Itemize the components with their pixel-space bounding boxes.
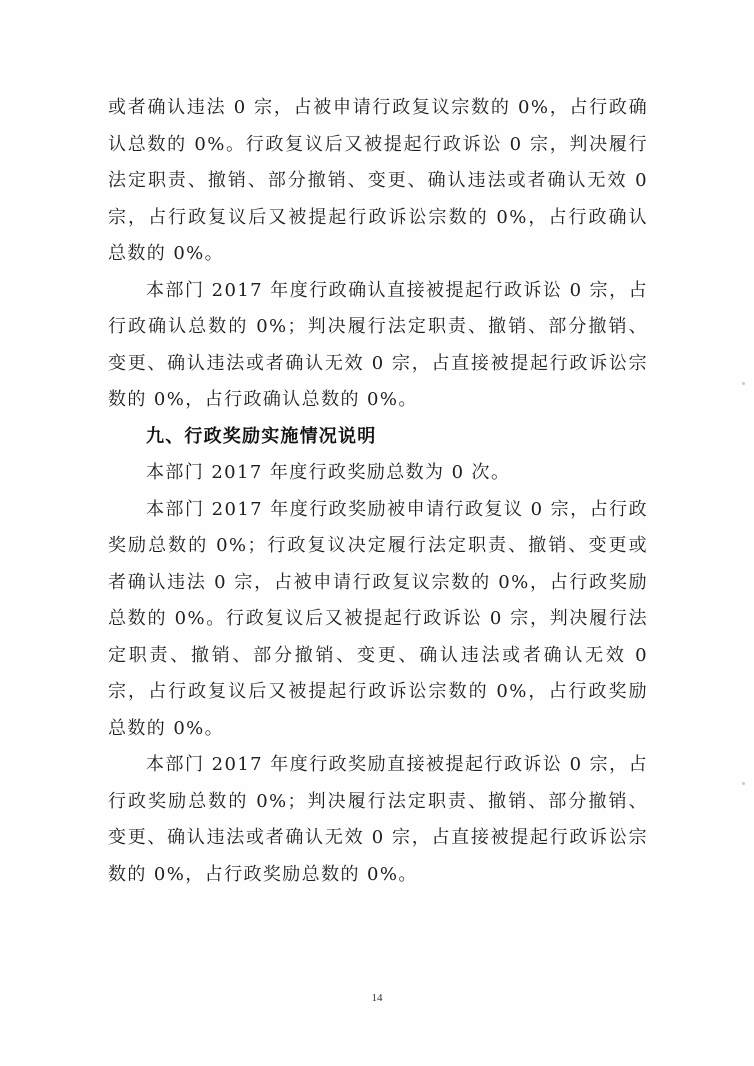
section-heading-reward: 九、行政奖励实施情况说明 xyxy=(146,425,377,447)
page-number: 14 xyxy=(371,992,383,1004)
paragraph-confirmation-litigation: 本部门 2017 年度行政确认直接被提起行政诉讼 0 宗，占行政确认总数的 0%；判决履行法定职责、撤销、部分撤销、变更、确认违法或者确认无效 0 宗，占直接被提起行政诉讼宗数的 0%，占行政确认总数的 0%。 xyxy=(108,279,648,410)
paragraph-reward-total: 本部门 2017 年度行政奖励总数为 0 次。 xyxy=(146,462,511,483)
scan-speck xyxy=(742,382,745,385)
document-body xyxy=(108,90,648,893)
paragraph-reward-review: 本部门 2017 年度行政奖励被申请行政复议 0 宗，占行政奖励总数的 0%；行政复议决定履行法定职责、撤销、变更或者确认违法 0 宗，占被申请行政复议宗数的 0%，占行政奖励总数的 0%。行政复议后又被提起行政诉讼 0 宗，判决履行法定职责、撤销、部分撤销、变更、确认违法或者确认无效 0 宗，占行政复议后又被提起行政诉讼宗数的 0%，占行政奖励总数的 0%。 xyxy=(108,498,648,739)
paragraph-confirmation-review-continued: 或者确认违法 0 宗，占被申请行政复议宗数的 0%，占行政确认总数的 0%。行政复议后又被提起行政诉讼 0 宗，判决履行法定职责、撤销、部分撤销、变更、确认违法或者确认无效 0 宗，占行政复议后又被提起行政诉讼宗数的 0%，占行政确认总数的 0%。 xyxy=(108,97,648,264)
paragraph-reward-litigation: 本部门 2017 年度行政奖励直接被提起行政诉讼 0 宗，占行政奖励总数的 0%；判决履行法定职责、撤销、部分撤销、变更、确认违法或者确认无效 0 宗，占直接被提起行政诉讼宗数的 0%，占行政奖励总数的 0%。 xyxy=(108,754,648,885)
scan-speck xyxy=(742,782,745,785)
